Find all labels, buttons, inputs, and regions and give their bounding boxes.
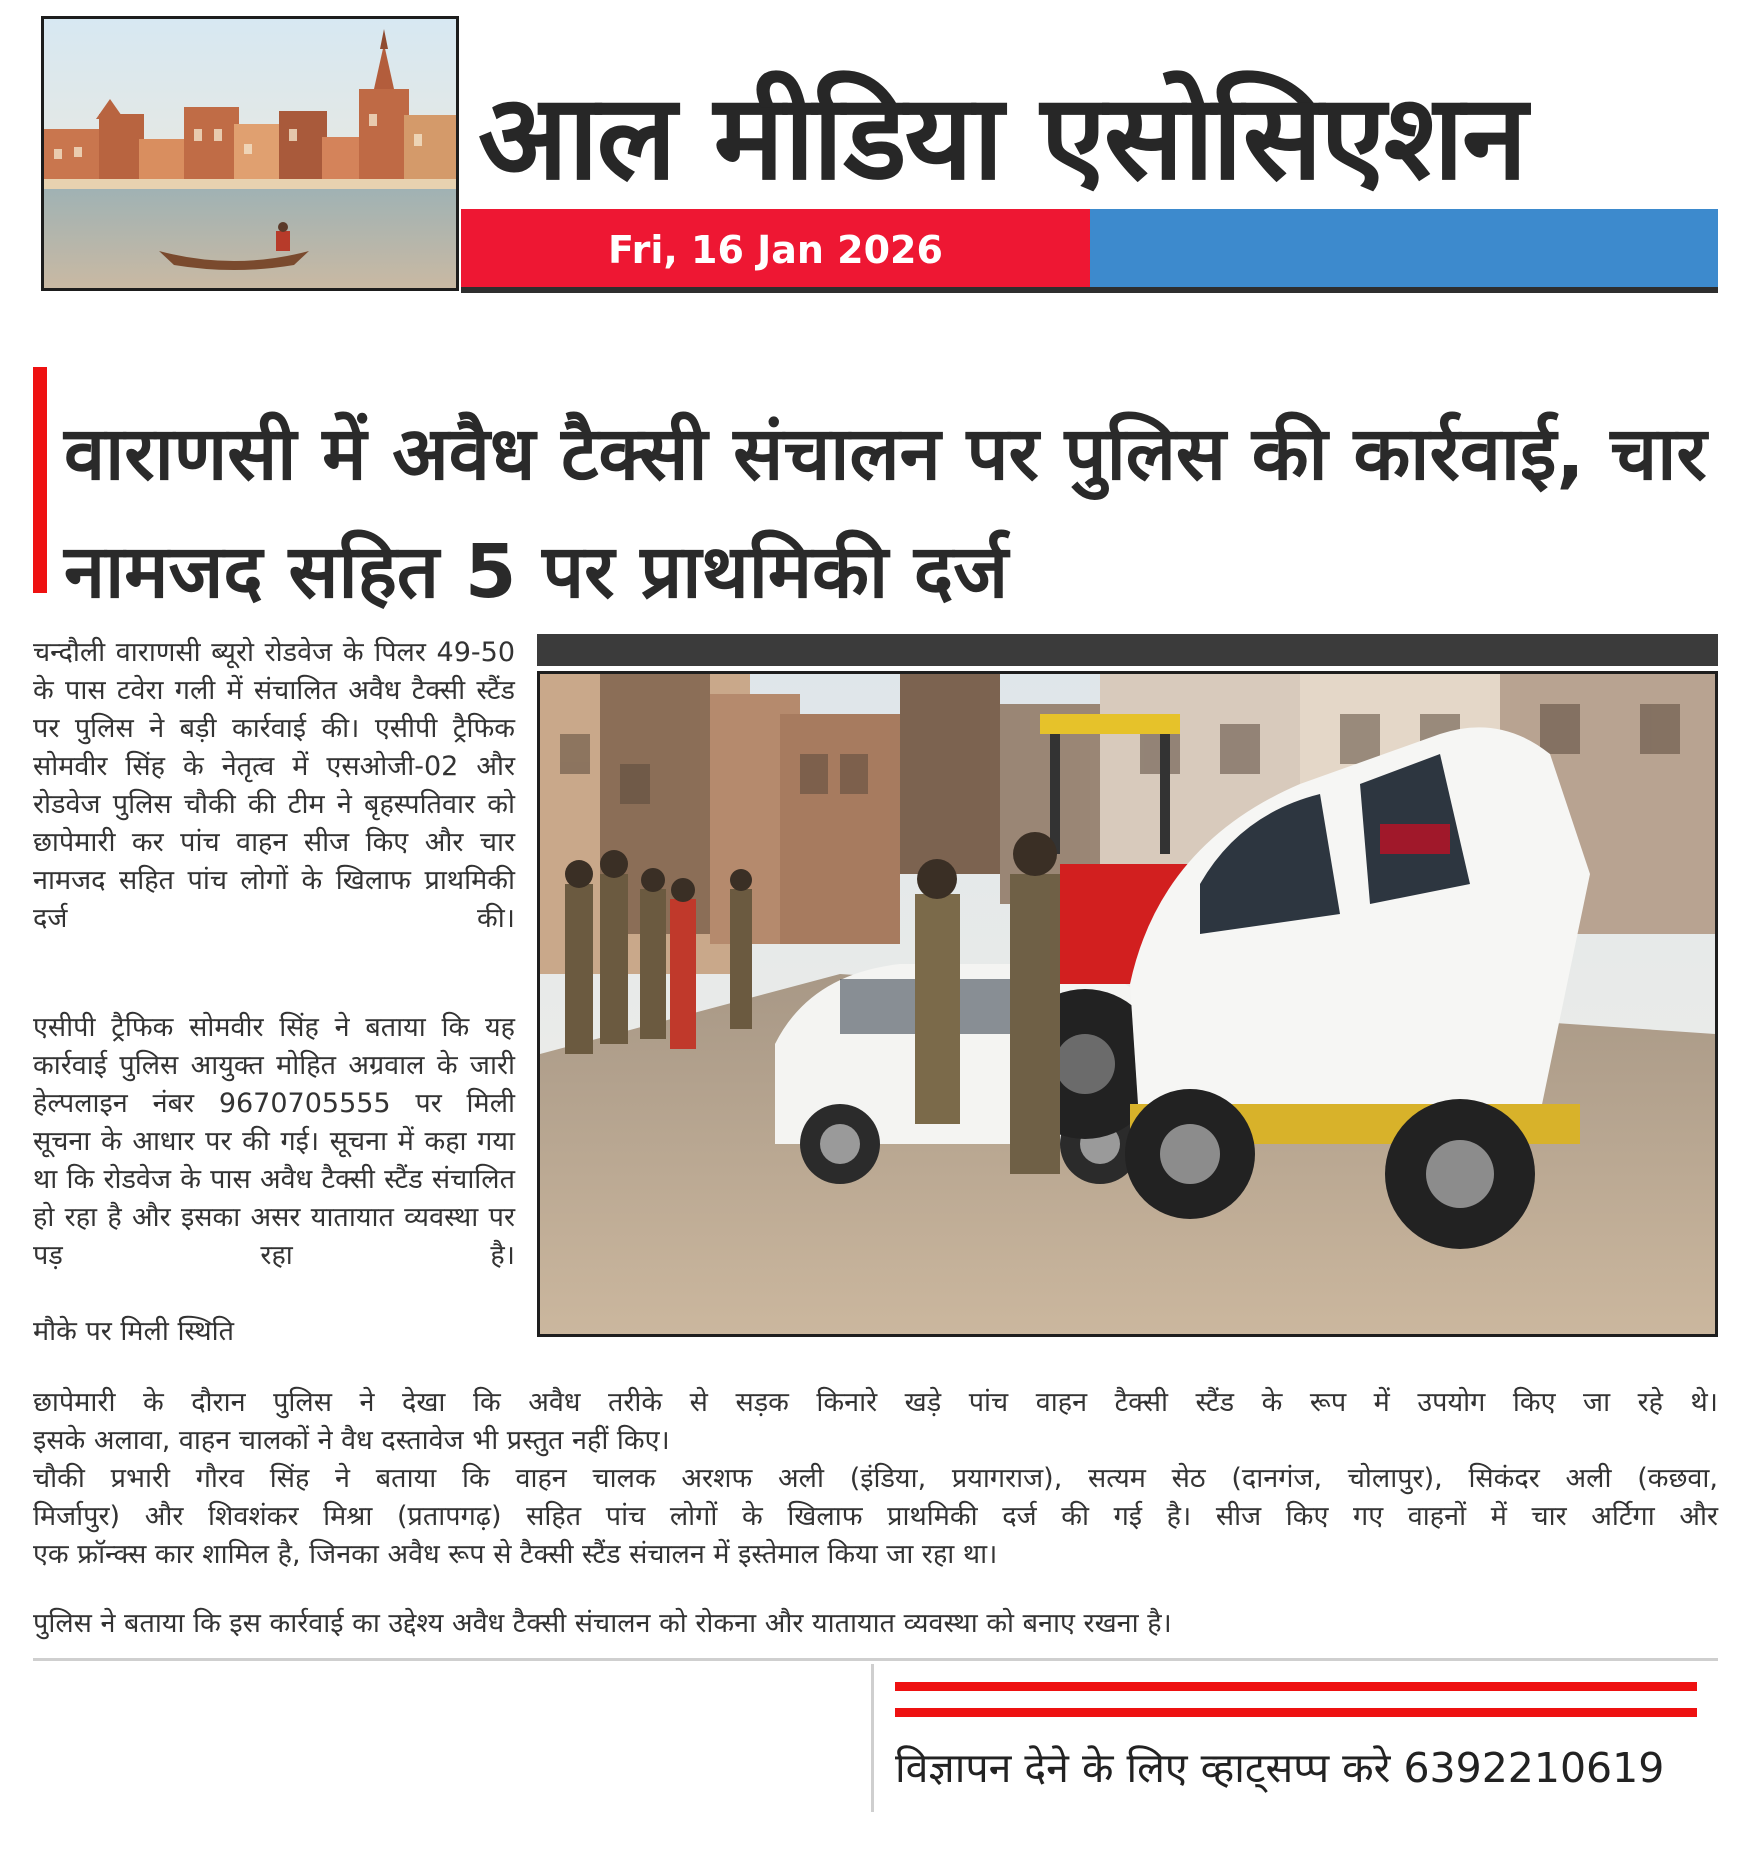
- article-headline: वाराणसी में अवैध टैक्सी संचालन पर पुलिस की कार्रवाई, चार नामजद सहित 5 पर प्राथमिकी दर्ज: [64, 411, 1707, 615]
- headline-accent-bar: [33, 367, 47, 593]
- article-paragraph-2: एसीपी ट्रैफिक सोमवीर सिंह ने बताया कि यह कार्रवाई पुलिस आयुक्त मोहित अग्रवाल के जारी हेल्पलाइन नंबर 9670705555 पर मिली सूचना के आधार पर की गई। सूचना में कहा गया था कि रोडवेज के पास अवैध टैक्सी स्टैंड संचालित हो रहा है और इसका असर यातायात व्यवस्था पर पड़ रहा है।: [33, 1012, 515, 1271]
- ad-accent-line: [895, 1708, 1697, 1717]
- ad-accent-line: [895, 1682, 1697, 1691]
- article-paragraph-4: [33, 1460, 1718, 1574]
- paragraph-line: एक फ्रॉन्क्स कार शामिल है, जिनका अवैध रूप से टैक्सी स्टैंड संचालन में इस्तेमाल किया जा रहा था।: [33, 1539, 998, 1570]
- date-bar-blue: [1090, 209, 1718, 287]
- article-photo: [537, 671, 1718, 1337]
- paragraph-line: चौकी प्रभारी गौरव सिंह ने बताया कि वाहन चालक अरशफ अली (इंडिया, प्रयागराज), सत्यम सेठ (दानगंज, चोलापुर), सिकंदर अली (कछवा,: [33, 1463, 1718, 1494]
- footer-divider: [871, 1664, 874, 1812]
- masthead-ghat-photo: [41, 16, 459, 291]
- article-subheading: मौके पर मिली स्थिति: [33, 1316, 235, 1347]
- paragraph-line: छापेमारी के दौरान पुलिस ने देखा कि अवैध तरीके से सड़क किनारे खड़े पांच वाहन टैक्सी स्टैंड के रूप में उपयोग किए जा रहे थे।: [33, 1387, 1718, 1418]
- footer-rule: [33, 1658, 1718, 1661]
- paragraph-line: मिर्जापुर) और शिवशंकर मिश्रा (प्रतापगढ़) सहित पांच लोगों के खिलाफ प्राथमिकी दर्ज की गई है। सीज किए गए वाहनों में चार अर्टिगा और: [33, 1501, 1718, 1532]
- paragraph-line: इसके अलावा, वाहन चालकों ने वैध दस्तावेज भी प्रस्तुत नहीं किए।: [33, 1425, 670, 1456]
- masthead-rule: [461, 287, 1718, 293]
- newspaper-title: आल मीडिया एसोसिएशन: [478, 68, 1526, 206]
- advertisement-contact: विज्ञापन देने के लिए व्हाट्सप्प करे 6392210619: [895, 1744, 1665, 1792]
- issue-date: Fri, 16 Jan 2026: [608, 228, 943, 272]
- photo-top-bar: [537, 634, 1718, 666]
- paragraph-line: पुलिस ने बताया कि इस कार्रवाई का उद्देश्य अवैध टैक्सी संचालन को रोकना और यातायात व्यवस्था को बनाए रखना है।: [33, 1608, 1172, 1639]
- article-paragraph-5: [33, 1605, 1718, 1643]
- article-paragraph-1: चन्दौली वाराणसी ब्यूरो रोडवेज के पिलर 49-50 के पास टवेरा गली में संचालित अवैध टैक्सी स्टैंड पर पुलिस ने बड़ी कार्रवाई की। एसीपी ट्रैफिक सोमवीर सिंह के नेतृत्व में एसओजी-02 और रोडवेज पुलिस चौकी की टीम ने बृहस्पतिवार को छापेमारी कर पांच वाहन सीज किए और चार नामजद सहित पांच लोगों के खिलाफ प्राथमिकी दर्ज की।: [33, 637, 515, 934]
- article-paragraph-3: [33, 1384, 1718, 1460]
